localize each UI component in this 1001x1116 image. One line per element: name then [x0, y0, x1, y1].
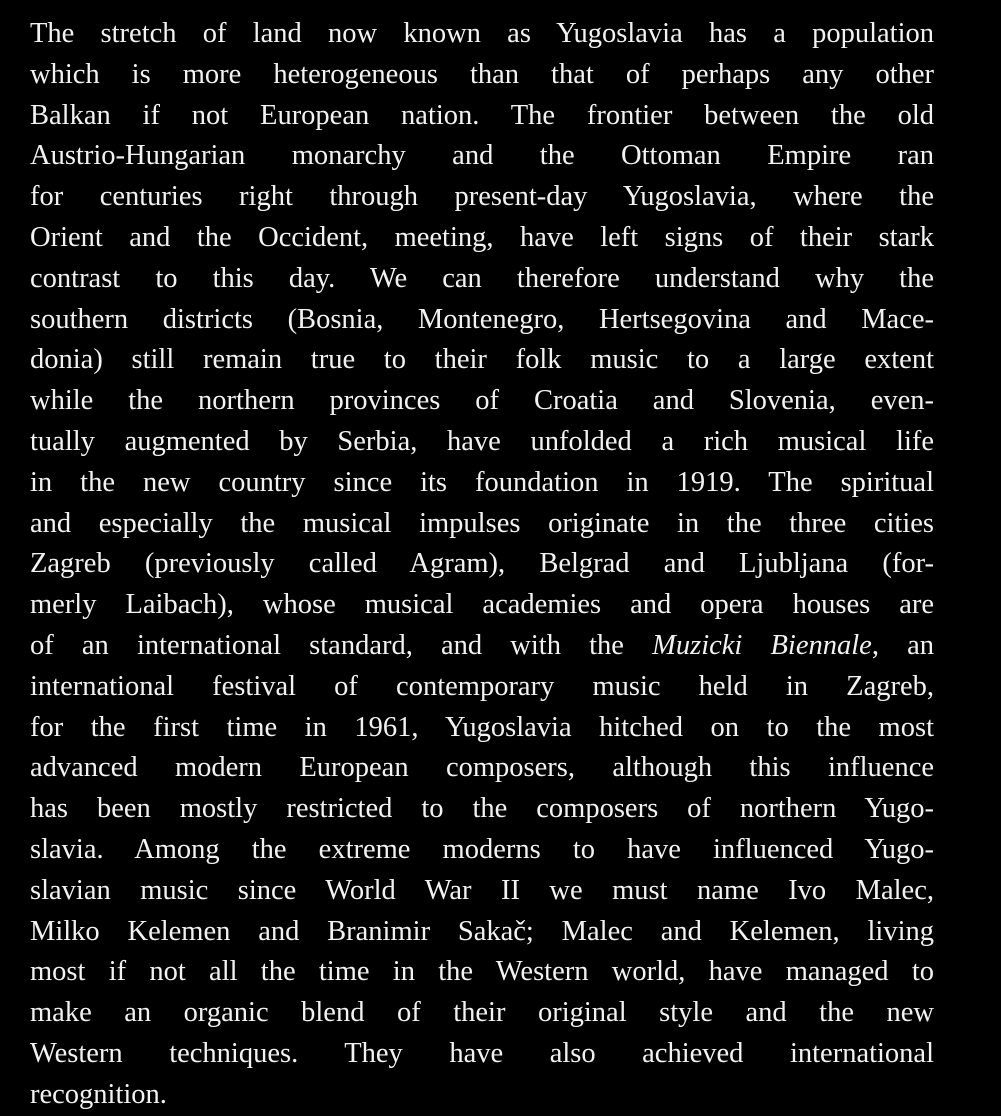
text-segment: of an international standard, and with the	[30, 629, 653, 661]
text-line: tually augmented by Serbia, have unfolded a rich musical life	[30, 425, 934, 457]
text-line: Milko Kelemen and Branimir Sakač; Malec and Kelemen, living	[30, 915, 934, 947]
text-line: merly Laibach), whose musical academies and opera houses are	[30, 589, 934, 621]
text-line: The stretch of land now known as Yugoslavia has a population	[30, 18, 934, 49]
text-line: contrast to this day. We can therefore understand why the	[30, 262, 934, 294]
body-paragraph	[30, 14, 934, 1116]
text-line: slavia. Among the extreme moderns to have influenced Yugo-	[30, 833, 934, 865]
text-line-with-italic	[30, 626, 934, 667]
text-line: slavian music since World War II we must name Ivo Malec,	[30, 874, 934, 906]
text-line: Zagreb (previously called Agram), Belgrad and Ljubljana (for-	[30, 548, 934, 580]
text-line: Western techniques. They have also achieved international	[30, 1037, 934, 1069]
text-line: Balkan if not European nation. The frontier between the old	[30, 99, 934, 131]
text-line: donia) still remain true to their folk music to a large extent	[30, 344, 934, 376]
text-line: and especially the musical impulses originate in the three cities	[30, 507, 934, 539]
text-line: advanced modern European composers, although this influence	[30, 752, 934, 784]
text-segment: , an	[871, 629, 935, 661]
text-line: most if not all the time in the Western world, have managed to	[30, 956, 934, 988]
text-line: has been mostly restricted to the composers of northern Yugo-	[30, 793, 934, 825]
text-line: international festival of contemporary music held in Zagreb,	[30, 670, 934, 702]
text-line: which is more heterogeneous than that of perhaps any other	[30, 58, 934, 90]
text-line: make an organic blend of their original style and the new	[30, 997, 934, 1029]
text-line: for centuries right through present-day Yugoslavia, where the	[30, 181, 934, 213]
festival-name-italic: Muzicki Biennale	[652, 629, 872, 661]
text-line: for the first time in 1961, Yugoslavia hitched on to the most	[30, 711, 934, 743]
text-line-last: recognition.	[30, 1078, 167, 1110]
text-line: in the new country since its foundation in 1919. The spiritual	[30, 466, 934, 498]
text-line: Orient and the Occident, meeting, have left signs of their stark	[30, 221, 934, 253]
text-line: Austrio-Hungarian monarchy and the Ottoman Empire ran	[30, 140, 934, 172]
text-line: while the northern provinces of Croatia and Slovenia, even-	[30, 385, 934, 417]
text-line: southern districts (Bosnia, Montenegro, Hertsegovina and Mace-	[30, 303, 934, 335]
